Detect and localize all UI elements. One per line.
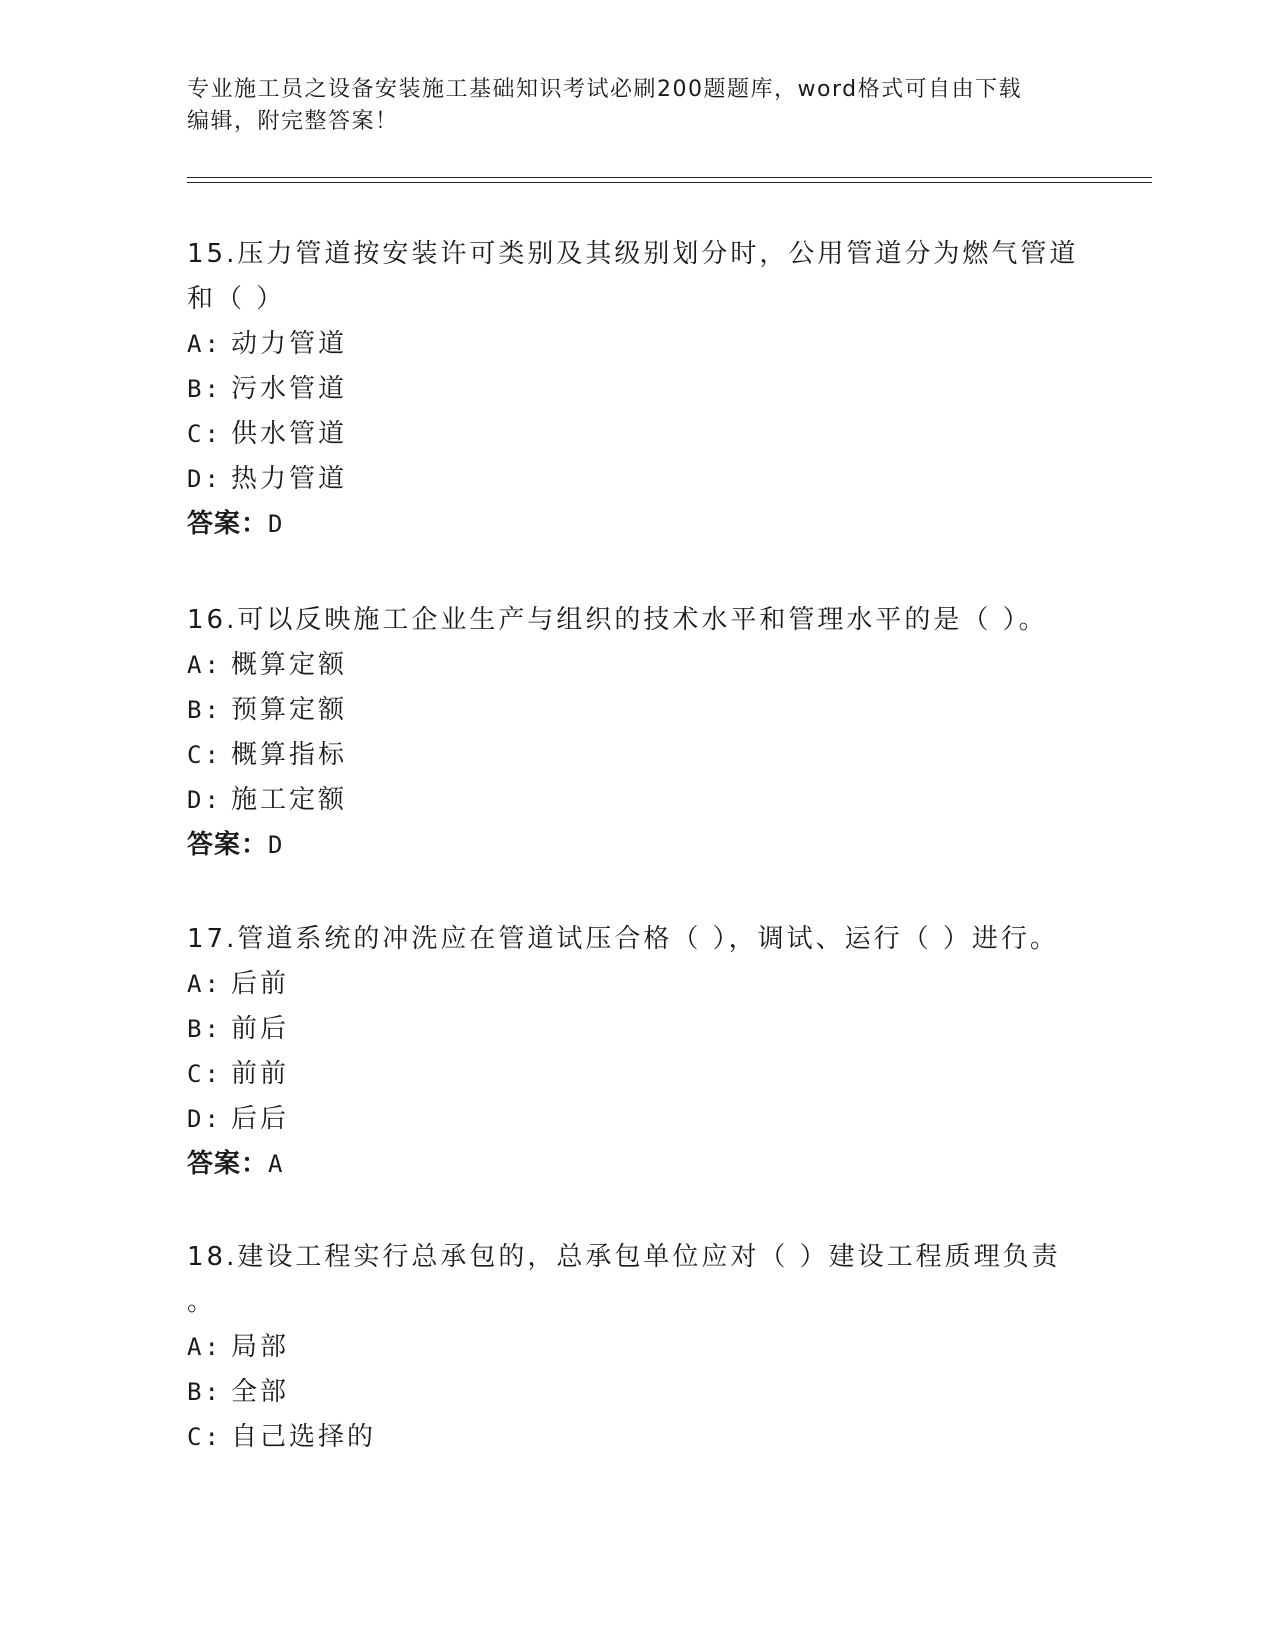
option-b <box>187 1370 1087 1415</box>
option-letter: A: <box>187 651 222 679</box>
option-text: 前后 <box>231 1014 290 1044</box>
option-text: 后前 <box>231 969 290 999</box>
option-d <box>187 778 1087 823</box>
header-line-1: 专业施工员之设备安装施工基础知识考试必刷200题题库，word格式可自由下载 <box>187 77 1023 102</box>
option-text: 预算定额 <box>231 695 348 725</box>
question-17 <box>187 917 1087 1187</box>
option-letter: C: <box>187 1060 222 1088</box>
header-divider-bottom <box>187 182 1152 183</box>
answer-value: D <box>268 510 284 538</box>
option-b <box>187 1007 1087 1052</box>
option-text: 自己选择的 <box>231 1422 377 1452</box>
option-letter: A: <box>187 1333 222 1361</box>
question-text-line-2: 。 <box>187 1287 217 1317</box>
option-letter: A: <box>187 330 222 358</box>
option-letter: A: <box>187 970 222 998</box>
answer-line <box>187 502 1087 547</box>
answer-line <box>187 823 1087 868</box>
option-text: 概算指标 <box>231 740 348 770</box>
option-c <box>187 733 1087 778</box>
option-text: 概算定额 <box>231 650 348 680</box>
option-text: 局部 <box>231 1332 290 1362</box>
header-line-2: 编辑，附完整答案！ <box>187 109 399 134</box>
option-text: 前前 <box>231 1059 290 1089</box>
option-letter: D: <box>187 1105 222 1133</box>
option-text: 施工定额 <box>231 785 348 815</box>
answer-value: D <box>268 831 284 859</box>
option-letter: D: <box>187 786 222 814</box>
option-text: 后后 <box>231 1104 290 1134</box>
question-text-line-1: 17.管道系统的冲洗应在管道试压合格（ ），调试、运行（ ）进行。 <box>187 924 1059 954</box>
option-text: 全部 <box>231 1377 290 1407</box>
option-letter: C: <box>187 420 222 448</box>
option-d <box>187 1097 1087 1142</box>
option-b <box>187 367 1087 412</box>
option-a <box>187 322 1087 367</box>
question-text-line-1: 18.建设工程实行总承包的，总承包单位应对（ ）建设工程质理负责 <box>187 1242 1061 1272</box>
option-letter: B: <box>187 696 222 724</box>
option-text: 污水管道 <box>231 374 348 404</box>
answer-line <box>187 1142 1087 1187</box>
question-text-line-1: 16.可以反映施工企业生产与组织的技术水平和管理水平的是（ ）。 <box>187 605 1048 635</box>
option-c <box>187 412 1087 457</box>
question-text-line-1: 15.压力管道按安装许可类别及其级别划分时，公用管道分为燃气管道 <box>187 239 1079 269</box>
option-a <box>187 643 1087 688</box>
document-header <box>187 74 1087 138</box>
option-c <box>187 1415 1087 1460</box>
answer-label: 答案： <box>187 830 269 860</box>
option-letter: B: <box>187 375 222 403</box>
option-letter: D: <box>187 465 222 493</box>
option-d <box>187 457 1087 502</box>
option-text: 供水管道 <box>231 419 348 449</box>
answer-value: A <box>268 1150 284 1178</box>
answer-label: 答案： <box>187 509 269 539</box>
question-text-line-2: 和（ ） <box>187 284 286 314</box>
answer-label: 答案： <box>187 1149 269 1179</box>
option-c <box>187 1052 1087 1097</box>
option-letter: B: <box>187 1015 222 1043</box>
question-16 <box>187 598 1087 868</box>
question-18 <box>187 1235 1087 1460</box>
option-letter: B: <box>187 1378 222 1406</box>
option-a <box>187 962 1087 1007</box>
option-text: 热力管道 <box>231 464 348 494</box>
question-15 <box>187 232 1087 547</box>
option-a <box>187 1325 1087 1370</box>
option-letter: C: <box>187 1423 222 1451</box>
header-divider-top <box>187 177 1152 178</box>
option-b <box>187 688 1087 733</box>
option-letter: C: <box>187 741 222 769</box>
option-text: 动力管道 <box>231 329 348 359</box>
